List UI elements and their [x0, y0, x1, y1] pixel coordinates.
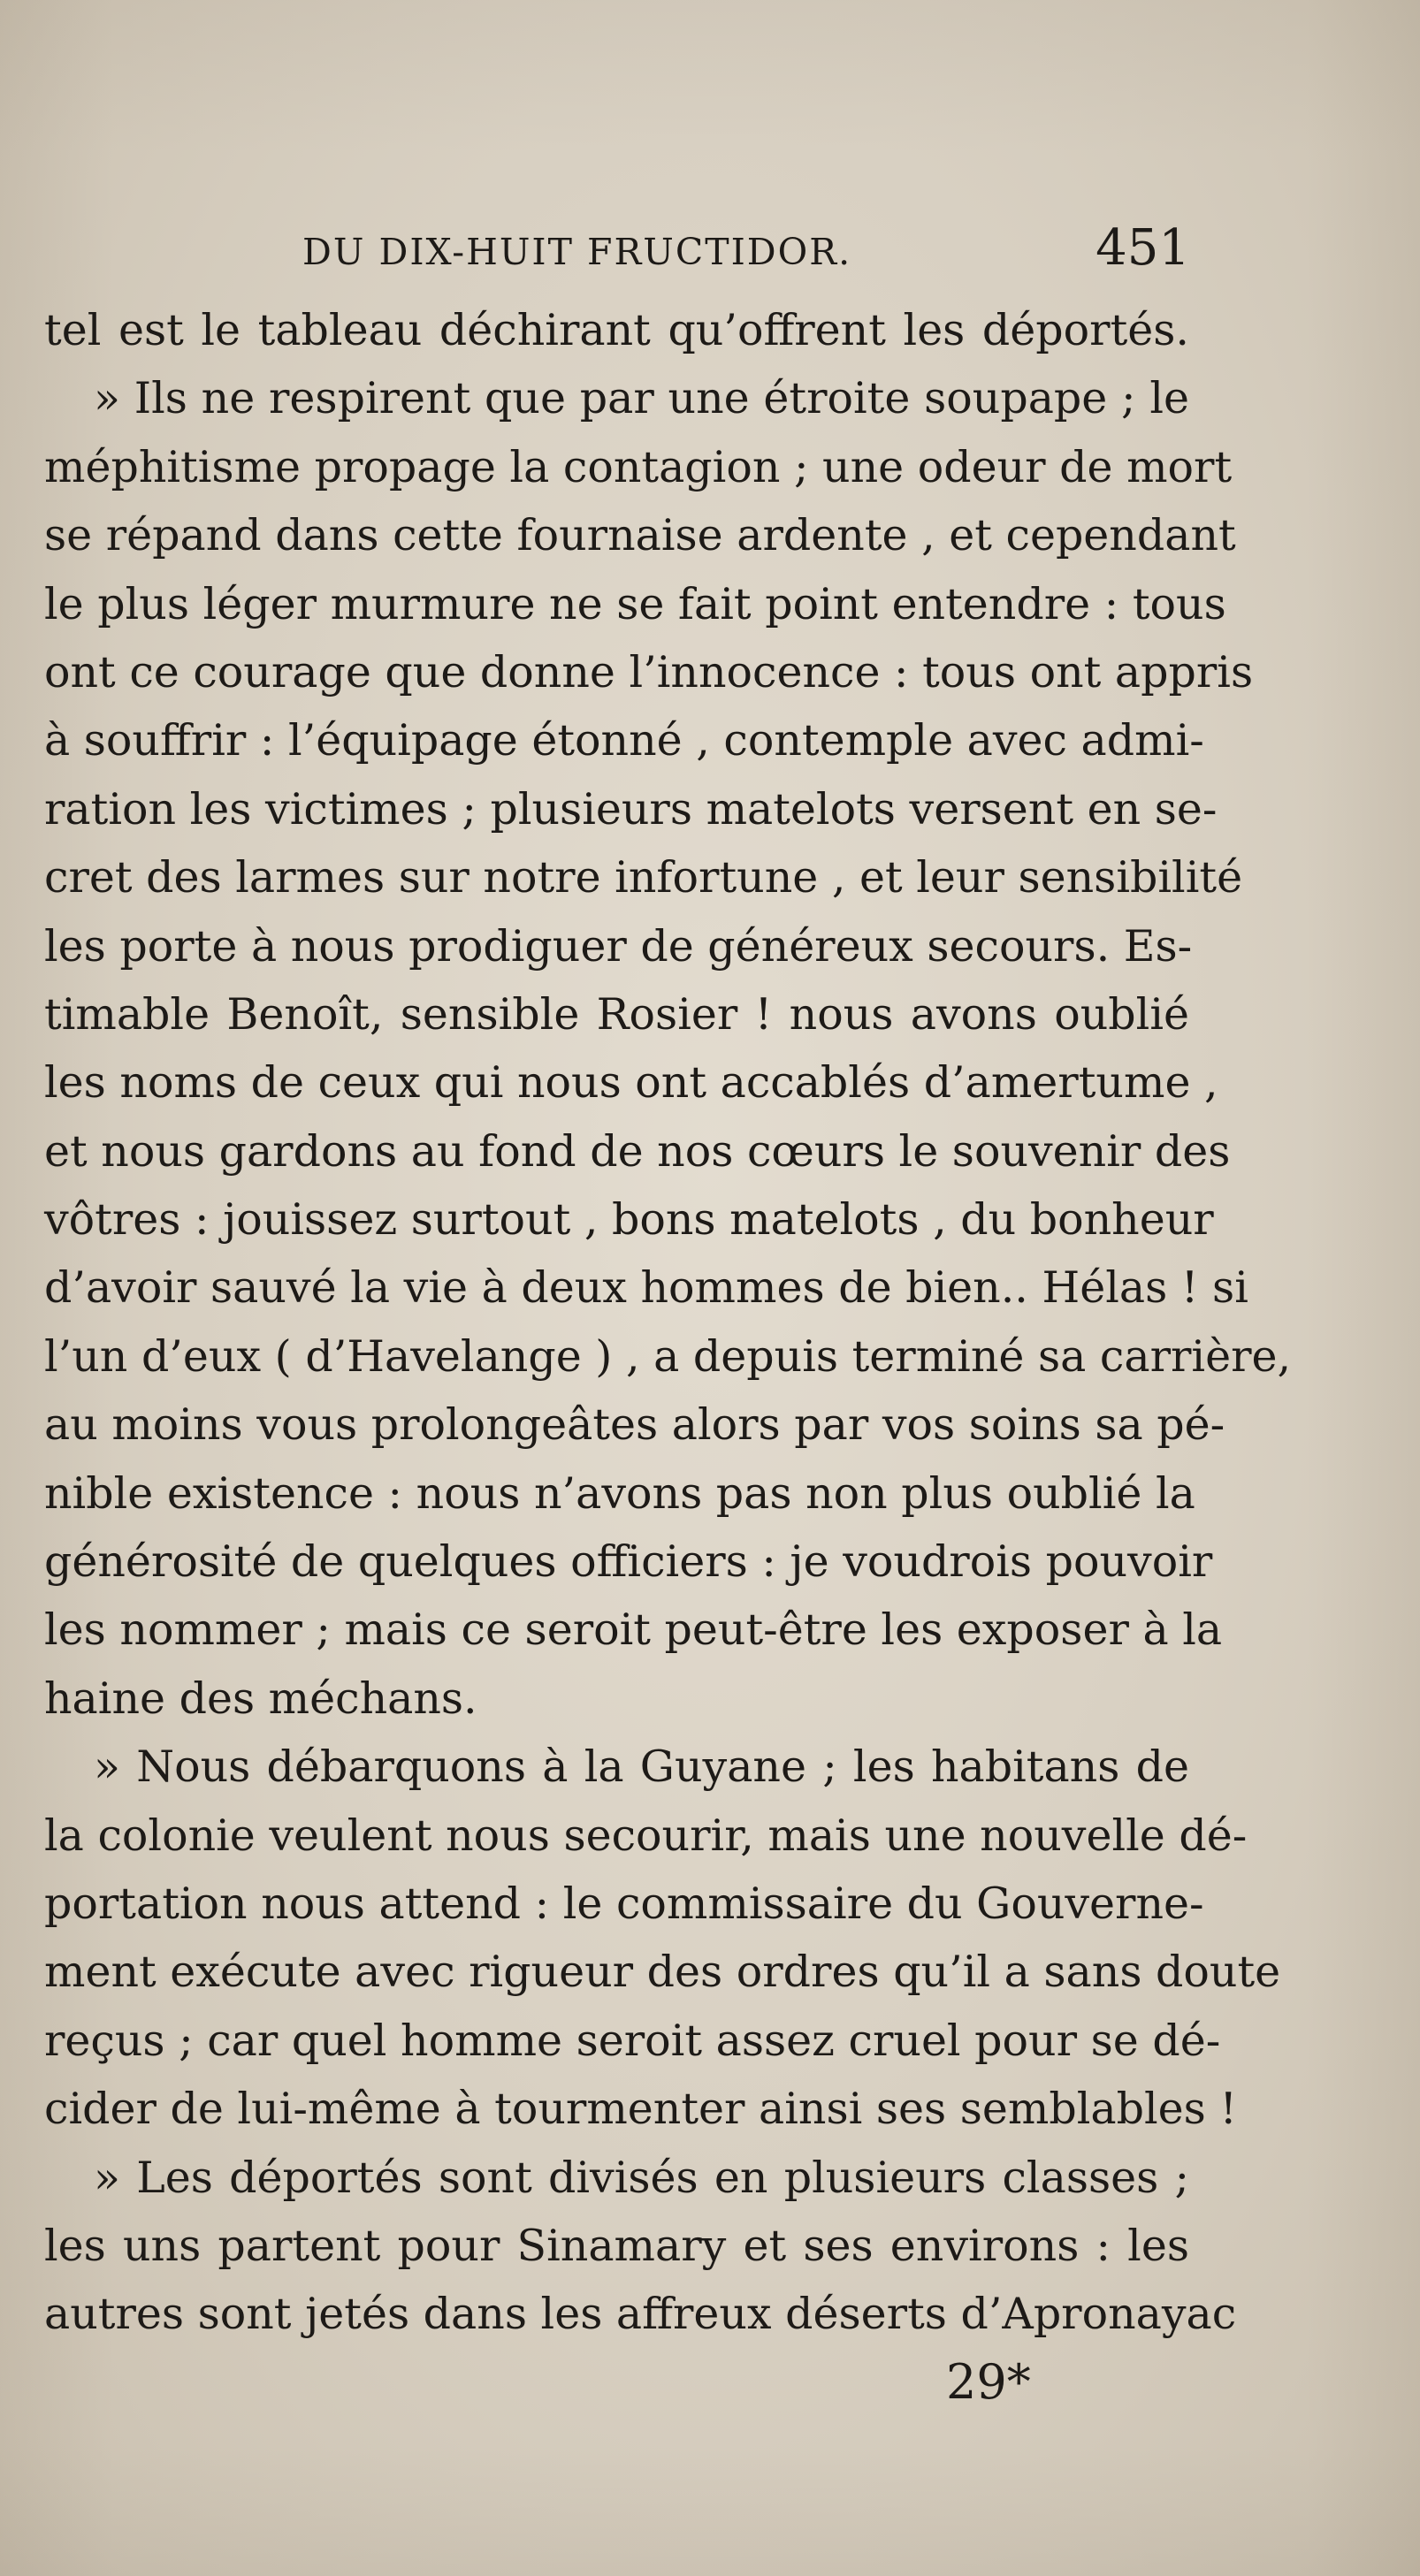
text-line: autres sont jetés dans les affreux déserts d’Apronayac [44, 2289, 1237, 2340]
page-number: 451 [1096, 219, 1190, 277]
text-line: ont ce courage que donne l’innocence : tous ont appris [44, 646, 1254, 697]
text-line: et nous gardons au fond de nos cœurs le souvenir des [44, 1125, 1231, 1177]
text-line: méphitisme propage la contagion ; une odeur de mort [44, 441, 1233, 492]
text-line: timable Benoît, sensible Rosier ! nous avons oublié [44, 988, 1189, 1040]
text-line: le plus léger murmure ne se fait point entendre : tous [44, 578, 1226, 629]
text-line: haine des méchans. [44, 1673, 477, 1724]
text-line: la colonie veulent nous secourir, mais une nouvelle dé- [44, 1810, 1248, 1861]
text-line: se répand dans cette fournaise ardente , et cependant [44, 510, 1236, 561]
text-line: » Ils ne respirent que par une étroite soupape ; le [94, 373, 1189, 424]
text-line: cret des larmes sur notre infortune , et leur sensibilité [44, 852, 1243, 903]
text-line: les uns partent pour Sinamary et ses environs : les [44, 2220, 1189, 2271]
running-title: DU DIX-HUIT FRUCTIDOR. [302, 231, 852, 273]
text-line: les porte à nous prodiguer de généreux secours. Es- [44, 920, 1193, 972]
text-line: tel est le tableau déchirant qu’offrent les déportés. [44, 305, 1189, 355]
text-line: reçus ; car quel homme seroit assez cruel pour se dé- [44, 2015, 1221, 2066]
text-line: ment exécute avec rigueur des ordres qu’il a sans doute [44, 1947, 1281, 1998]
body-text [44, 296, 1292, 2349]
text-line: portation nous attend : le commissaire du Gouverne- [44, 1878, 1204, 1929]
text-line: cider de lui-même à tourmenter ainsi ses semblables ! [44, 2084, 1238, 2135]
text-line: nible existence : nous n’avons pas non plus oublié la [44, 1467, 1195, 1519]
text-line: » Nous débarquons à la Guyane ; les habitans de [94, 1741, 1189, 1793]
text-line: l’un d’eux ( d’Havelange ) , a depuis terminé sa carrière, [44, 1330, 1292, 1382]
text-line: vôtres : jouissez surtout , bons matelots , du bonheur [44, 1194, 1214, 1246]
running-head [302, 221, 1190, 283]
text-line: générosité de quelques officiers : je voudrois pouvoir [44, 1536, 1213, 1588]
signature-mark: 29* [946, 2354, 1031, 2410]
text-line: à souffrir : l’équipage étonné , contemple avec admi- [44, 715, 1204, 766]
text-line: au moins vous prolongeâtes alors par vos soins sa pé- [44, 1399, 1225, 1451]
text-line: les nommer ; mais ce seroit peut-être les exposer à la [44, 1604, 1223, 1656]
text-line: d’avoir sauvé la vie à deux hommes de bien.. Hélas ! si [44, 1262, 1248, 1314]
text-line: les noms de ceux qui nous ont accablés d’amertume , [44, 1057, 1218, 1109]
text-line: » Les déportés sont divisés en plusieurs classes ; [94, 2152, 1189, 2203]
text-line: ration les victimes ; plusieurs matelots versent en se- [44, 783, 1218, 835]
